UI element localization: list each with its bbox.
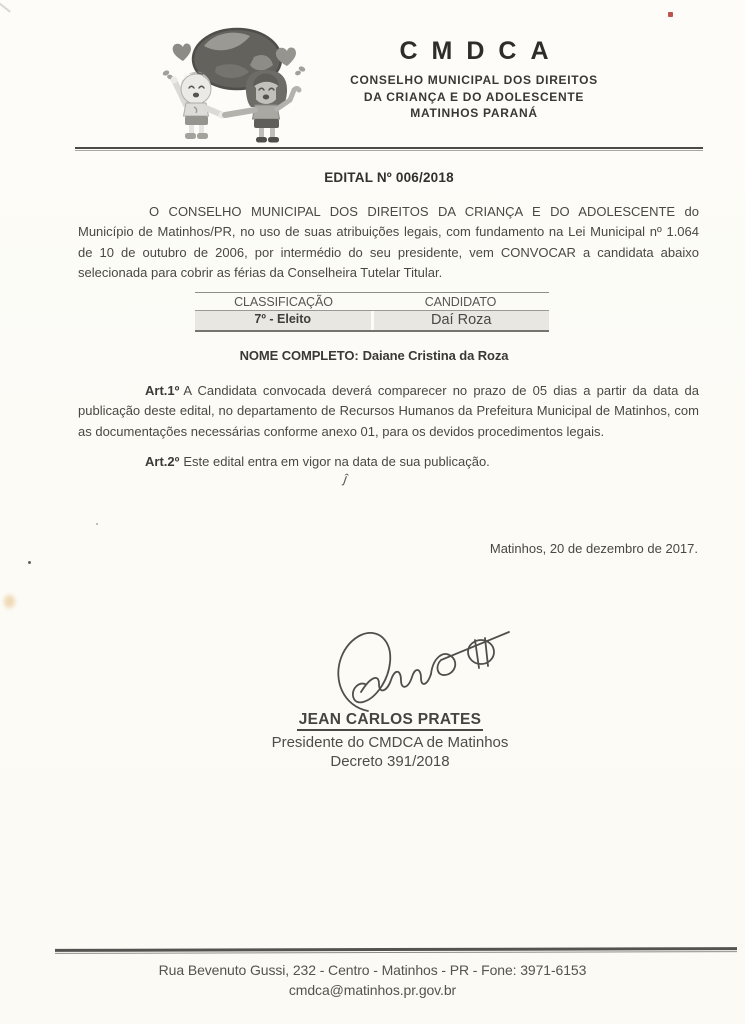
header-divider	[75, 147, 703, 151]
classification-table	[195, 292, 549, 332]
footer-address: Rua Bevenuto Gussi, 232 - Centro - Matinhos - PR - Fone: 3971-6153	[158, 962, 587, 978]
article-2-lead: Art.2º	[145, 454, 180, 469]
signer-decree: Decreto 391/2018	[330, 753, 450, 770]
footer-email: cmdca@matinhos.pr.gov.br	[288, 981, 457, 998]
footer-divider	[55, 947, 737, 954]
butterfly-icon	[294, 65, 306, 76]
signer-name: JEAN CARLOS PRATES	[297, 710, 484, 731]
signer-role: Presidente do CMDCA de Matinhos	[271, 734, 509, 751]
cmdca-logo-icon	[158, 26, 312, 144]
footer	[60, 961, 685, 1000]
article-1-text: A Candidata convocada deverá comparecer no prazo de 05 dias a partir da data da publicação deste edital, no departamento de Recursos Humanos da Prefeitura Municipal de Matinhos, com as documentações necessárias conforme anexo 01, para os devidos procedimentos legais.	[78, 383, 699, 439]
full-name-label: NOME COMPLETO:	[239, 348, 359, 363]
heart-icon	[173, 43, 191, 61]
column-header-classificacao: CLASSIFICAÇÃO	[234, 295, 333, 309]
corner-fold-artifact	[0, 1, 11, 12]
article-2-text: Este edital entra em vigor na data de sua publicação.	[183, 454, 490, 469]
scan-speck-artifact	[28, 561, 31, 564]
table-row	[195, 311, 549, 332]
full-name-line	[60, 348, 688, 363]
document-title: EDITAL Nº 006/2018	[324, 170, 454, 185]
org-name-line: MATINHOS PARANÁ	[410, 106, 538, 120]
table-header-row	[195, 292, 549, 311]
pen-stray-mark-artifact: ĵ	[342, 470, 348, 487]
org-acronym: CMDCA	[399, 37, 563, 65]
article-1-lead: Art.1º	[145, 383, 180, 398]
org-name-line: DA CRIANÇA E DO ADOLESCENTE	[363, 89, 585, 104]
red-ink-dot-artifact	[668, 12, 673, 17]
cell-candidato: Daí Roza	[374, 311, 550, 330]
org-name-line: CONSELHO MUNICIPAL DOS DIREITOS	[350, 73, 598, 87]
org-header	[329, 38, 619, 122]
intro-paragraph: O CONSELHO MUNICIPAL DOS DIREITOS DA CRIANÇA E DO ADOLESCENTE do Município de Matinhos/PR, no uso de suas atribuições legais, com fundamento na Lei Municipal nº 1.064 de 10 de outubro de 2006, por intermédio do seu presidente, vem CONVOCAR a candidata abaixo selecionada para cobrir as férias da Conselheira Tutelar Titular.	[78, 204, 699, 280]
signer-block	[240, 710, 540, 771]
date-line: Matinhos, 20 de dezembro de 2017.	[489, 541, 698, 556]
scan-speck-artifact	[96, 523, 98, 525]
cell-classificacao: 7º - Eleito	[195, 311, 371, 330]
column-header-candidato: CANDIDATO	[424, 295, 497, 309]
full-name-value: Daiane Cristina da Roza	[362, 348, 509, 363]
article-2-paragraph	[78, 452, 699, 472]
article-1-paragraph	[78, 381, 699, 442]
paper-stain-artifact	[4, 595, 15, 608]
